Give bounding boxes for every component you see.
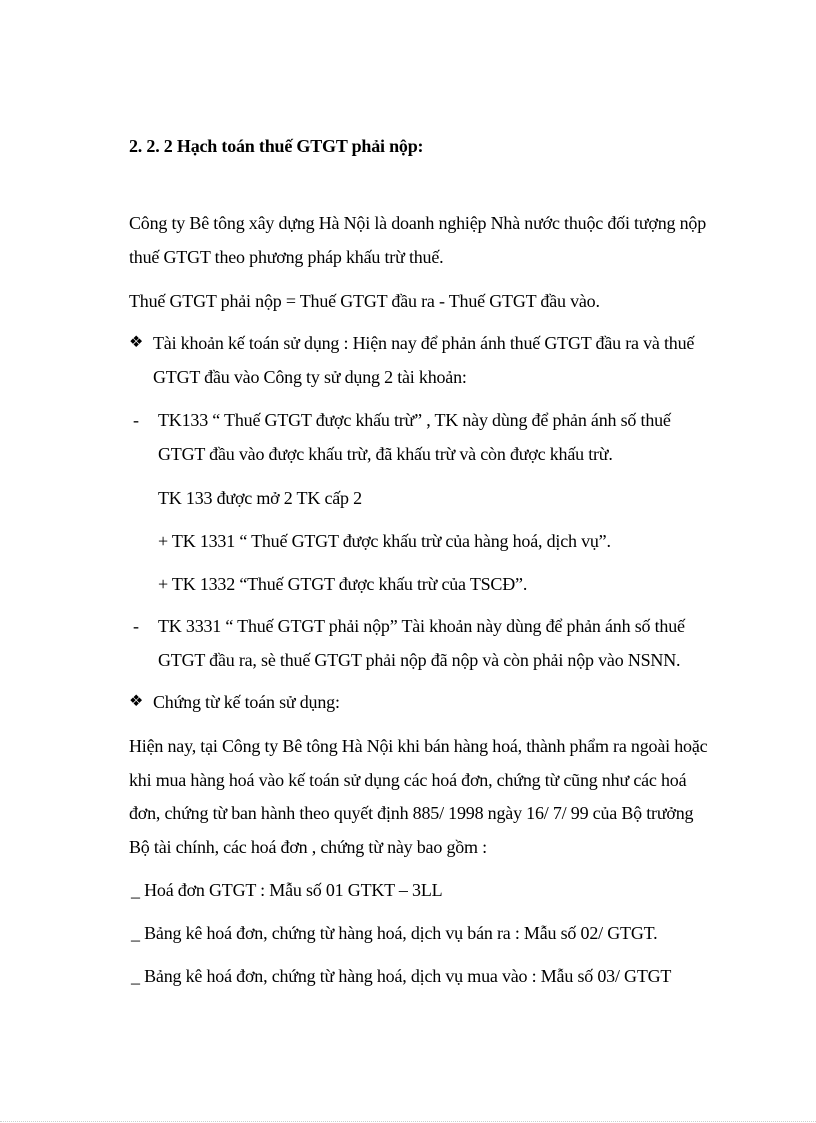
vouchers-intro-line-1: Hiện nay, tại Công ty Bê tông Hà Nội khi bán hàng hoá, thành phẩm ra ngoài hoặc [129, 736, 708, 756]
tk3331-line-1: TK 3331 “ Thuế GTGT phải nộp” Tài khoản này dùng để phản ánh số thuế [158, 616, 685, 636]
tk1331-line: + TK 1331 “ Thuế GTGT được khấu trừ của hàng hoá, dịch vụ”. [158, 531, 611, 551]
intro-line-1: Công ty Bê tông xây dựng Hà Nội là doanh nghiệp Nhà nước thuộc đối tượng nộp [129, 213, 707, 233]
vouchers-intro-line-2: khi mua hàng hoá vào kế toán sử dụng các hoá đơn, chứng từ cũng như các hoá [129, 770, 687, 790]
voucher-item: _ Hoá đơn GTGT : Mẫu số 01 GTKT – 3LL [131, 880, 443, 900]
page-bottom-edge [0, 1121, 816, 1122]
tk133-line-2: GTGT đầu vào được khấu trừ, đã khấu trừ và còn được khấu trừ. [158, 444, 613, 464]
vouchers-intro-line-3: đơn, chứng từ ban hành theo quyết định 885/ 1998 ngày 16/ 7/ 99 của Bộ trưởng [129, 803, 694, 823]
tk3331-line-2: GTGT đầu ra, sè thuế GTGT phải nộp đã nộp và còn phải nộp vào NSNN. [158, 650, 681, 670]
list-dash: - [133, 616, 139, 636]
list-dash: - [133, 410, 139, 430]
tk1332-line: + TK 1332 “Thuế GTGT được khấu trừ của TSCĐ”. [158, 574, 528, 594]
tk133-line-1: TK133 “ Thuế GTGT được khấu trừ” , TK này dùng để phản ánh số thuế [158, 410, 671, 430]
diamond-bullet-icon: ❖ [129, 334, 144, 351]
voucher-item: _ Bảng kê hoá đơn, chứng từ hàng hoá, dịch vụ bán ra : Mẫu số 02/ GTGT. [131, 923, 658, 943]
vouchers-section-label: Chứng từ kế toán sử dụng: [153, 692, 340, 712]
formula-line: Thuế GTGT phải nộp = Thuế GTGT đầu ra - Thuế GTGT đầu vào. [129, 291, 600, 311]
accounts-line-1: Tài khoản kế toán sử dụng : Hiện nay để phản ánh thuế GTGT đầu ra và thuế [153, 333, 695, 353]
intro-line-2: thuế GTGT theo phương pháp khấu trừ thuế. [129, 247, 444, 267]
diamond-bullet-icon: ❖ [129, 693, 144, 710]
accounts-line-2: GTGT đầu vào Công ty sử dụng 2 tài khoản: [153, 367, 467, 387]
tk133-sub-intro: TK 133 được mở 2 TK cấp 2 [158, 488, 362, 508]
vouchers-intro-line-4: Bộ tài chính, các hoá đơn , chứng từ này bao gồm : [129, 837, 487, 857]
voucher-item: _ Bảng kê hoá đơn, chứng từ hàng hoá, dịch vụ mua vào : Mẫu số 03/ GTGT [131, 966, 672, 986]
section-heading: 2. 2. 2 Hạch toán thuế GTGT phải nộp: [129, 136, 424, 156]
